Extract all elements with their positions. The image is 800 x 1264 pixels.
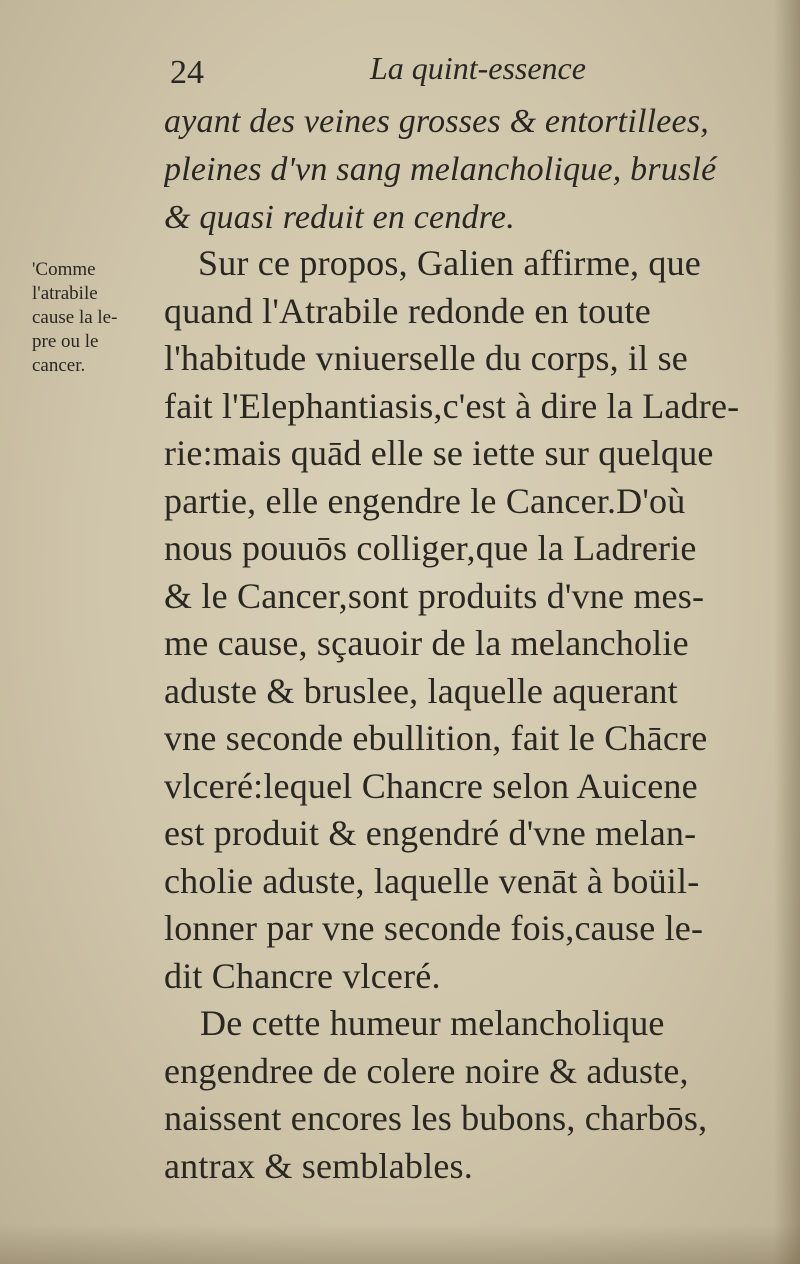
margin-note-line: pre ou le <box>32 331 99 352</box>
italic-quotation <box>164 98 764 242</box>
margin-note <box>32 258 162 378</box>
text-line: vne seconde ebullition, fait le Chācre <box>164 718 708 758</box>
text-line: nous pouuōs colliger,que la Ladrerie <box>164 528 697 568</box>
text-line: aduste & bruslee, laquelle aquerant <box>164 670 678 711</box>
text-line: est produit & engendré d'vne melan- <box>164 813 697 853</box>
text-line: & le Cancer,sont produits d'vne mes- <box>164 575 705 616</box>
text-line: rie:mais quād elle se iette sur quelque <box>164 433 714 473</box>
text-line: naissent encores les bubons, charbōs, <box>164 1098 708 1138</box>
margin-note-line: 'Comme <box>32 259 96 280</box>
margin-note-line: l'atrabile <box>32 283 98 304</box>
text-line: dit Chancre vlceré. <box>164 955 441 996</box>
margin-note-line: cancer. <box>32 355 86 376</box>
text-line: engendree de colere noire & aduste, <box>164 1050 689 1091</box>
paragraph-first-line: De cette humeur melancholique <box>200 1003 665 1043</box>
text-line: vlceré:lequel Chancre selon Auicene <box>164 765 698 806</box>
text-line: me cause, sçauoir de la melancholie <box>164 623 689 663</box>
text-line: fait l'Elephantiasis,c'est à dire la Ladre- <box>164 385 740 426</box>
text-line: quand l'Atrabile redonde en toute <box>164 290 651 331</box>
body-text <box>164 240 764 1190</box>
text-line: lonner par vne seconde fois,cause le- <box>164 908 704 948</box>
page-edge-shadow <box>774 0 800 1264</box>
text-line: antrax & semblables. <box>164 1145 473 1186</box>
text-line: partie, elle engendre le Cancer.D'où <box>164 480 686 521</box>
text-line: l'habitude vniuerselle du corps, il se <box>164 338 688 378</box>
text-line: pleines d'vn sang melancholique, bruslé <box>164 151 717 188</box>
text-line: cholie aduste, laquelle venāt à boüil- <box>164 860 700 901</box>
page-header <box>170 40 610 98</box>
text-line: & quasi reduit en cendre. <box>164 199 515 236</box>
page-bottom-shadow <box>0 1224 800 1264</box>
margin-note-line: cause la le- <box>32 307 118 328</box>
running-title: La quint-essence <box>370 50 586 86</box>
paragraph-first-line: Sur ce propos, Galien affirme, que <box>198 243 701 283</box>
page-number: 24 <box>170 54 204 91</box>
text-line: ayant des veines grosses & entortillees, <box>164 103 709 140</box>
